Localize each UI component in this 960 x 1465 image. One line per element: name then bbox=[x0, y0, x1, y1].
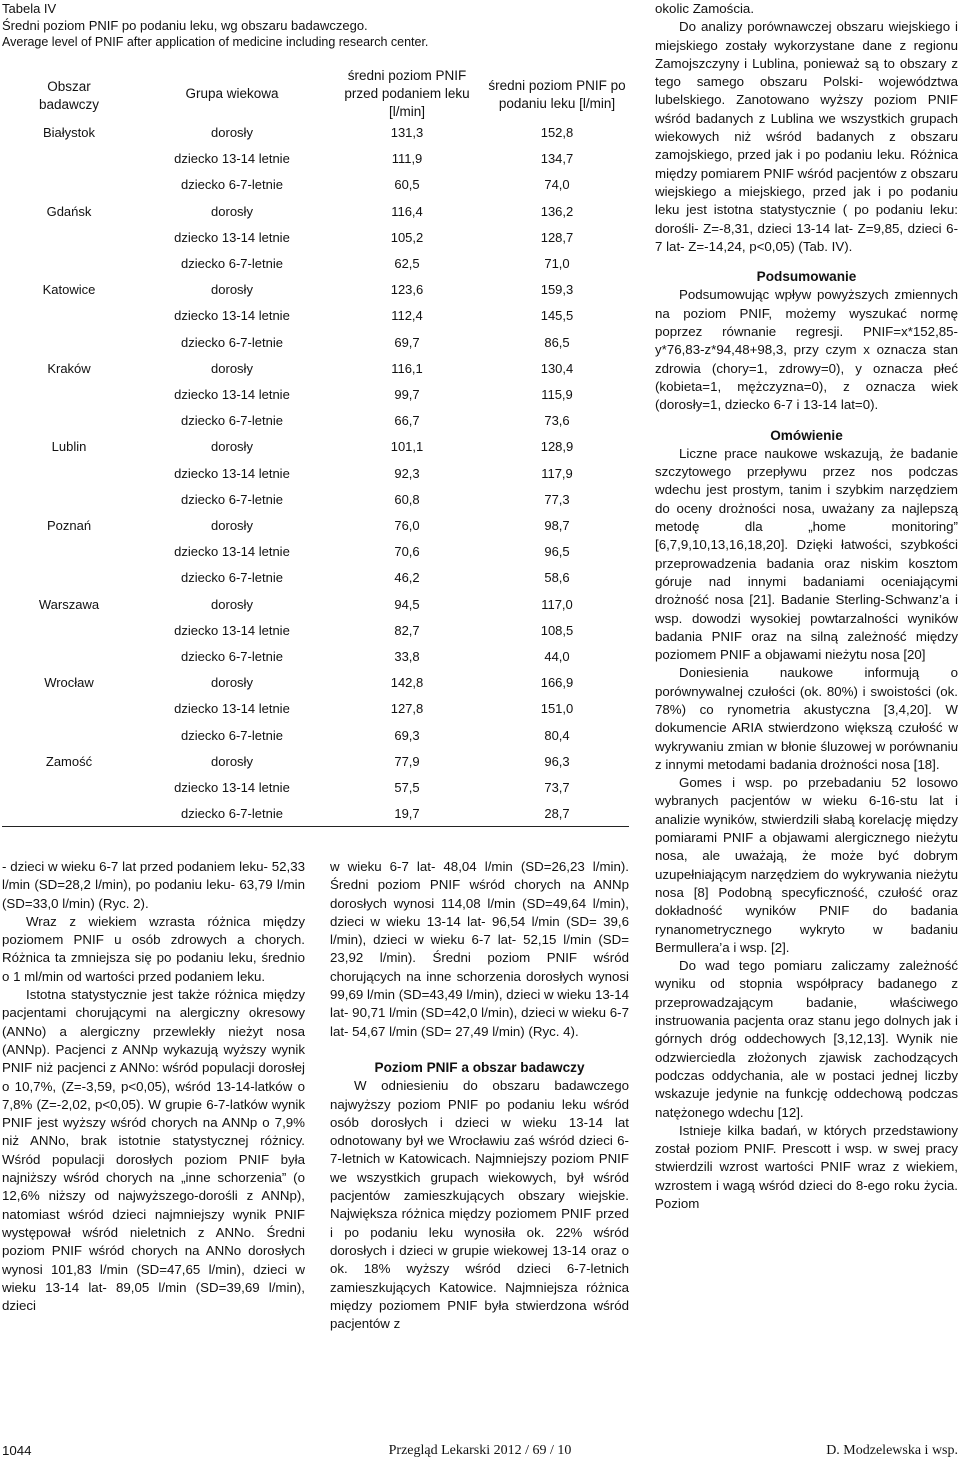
right-column bbox=[655, 0, 958, 1213]
cell-pnif-after: 117,9 bbox=[541, 465, 573, 481]
left-paragraph-2: Wraz z wiekiem wzrasta różnica między poziomem PNIF u osób zdrowych a chorych. Różnica ta zmniejsza się po podaniu leku, średnio o 1 ml/min od wartości przed podaniem leku. bbox=[2, 913, 305, 984]
cell-pnif-before: 69,7 bbox=[394, 334, 420, 350]
cell-pnif-before: 142,8 bbox=[390, 675, 424, 691]
cell-age-group: dziecko 6-7-letnie bbox=[181, 256, 283, 271]
cell-age-group: dziecko 6-7-letnie bbox=[181, 177, 283, 193]
table-row bbox=[2, 408, 629, 434]
cell-pnif-after: 151,0 bbox=[540, 701, 574, 717]
cell-age-group: dziecko 13-14 letnie bbox=[174, 151, 290, 167]
cell-age-group: dorosły bbox=[211, 596, 253, 612]
cell-pnif-after: 108,5 bbox=[540, 622, 574, 638]
section-heading-summary: Podsumowanie bbox=[756, 269, 857, 285]
cell-pnif-after: 128,7 bbox=[540, 229, 574, 245]
table-row bbox=[2, 723, 629, 749]
cell-age-group: dziecko 6-7-letnie bbox=[181, 806, 283, 822]
cell-pnif-before: 99,7 bbox=[394, 387, 420, 402]
left-column bbox=[2, 858, 305, 1315]
table-row bbox=[2, 303, 629, 329]
right-paragraph-5: Gomes i wsp. po przebadaniu 52 losowo wybranych pacjentów w wieku 6-16-stu lat i analizie wyników, stwierdzili słabą korelację między pomiarami PNIF a objawami alergicznego nieżytu nosa, ale uważają, że może być dobrym uzupełniającym narzędziem do wykrywania nieżytu nosa [8] Podobną specyficzność, czułość oraz dokładność wyników PNIF do badania rynanometrycznego wykryto w badaniu Bermullera’a i wsp. [2]. bbox=[655, 775, 958, 955]
cell-pnif-before: 33,8 bbox=[394, 649, 420, 664]
table-row bbox=[2, 670, 629, 696]
cell-age-group: dorosły bbox=[211, 439, 253, 455]
cell-pnif-after: 152,8 bbox=[540, 125, 574, 140]
middle-column bbox=[330, 858, 629, 1333]
right-paragraph-2: Podsumowując wpływ powyższych zmiennych na poziom PNIF, możemy wyszukać normę poprzez równanie regresji. PNIF=x*152,85-y*76,83-z*94,48+98,3, przy czym x oznacza stan zdrowia (chory=1, zdrowy=0), y oznacza płeć (kobieta=1, mężczyzna=0), z oznacza wiek (dorosły=1, dziecko 6-7 i 13-14 lat=0). bbox=[655, 287, 958, 413]
cell-age-group: dorosły bbox=[211, 360, 253, 376]
authors: D. Modzelewska i wsp. bbox=[826, 1443, 958, 1458]
cell-pnif-after: 134,7 bbox=[540, 151, 574, 167]
table-row bbox=[2, 146, 629, 172]
right-paragraph-3: Liczne prace naukowe wskazują, że badanie szczytowego przepływu przez nos podczas wdechu jest prostym, tanim i szybkim narzędziem do oceny drożności nosa, uważany za najlepszą metodę dla „home monitoring” [6,7,9,10,13,16,18,20]. Dzięki łatwości, szybkości przeprowadzenia badania oraz niskim kosztom góruje nad innymi badaniami oceniającymi drożność nosa [21]. Badanie Sterling-Schwanz’a i wsp. dowodzi wysokiej powtarzalności wyników badania PNIF oraz na silną zależność między poziomem PNIF a objawami nieżytu nosa [20] bbox=[655, 445, 958, 663]
cell-region: Katowice bbox=[42, 282, 96, 298]
table-row bbox=[2, 434, 629, 460]
section-heading-region: Poziom PNIF a obszar badawczy bbox=[374, 1059, 585, 1075]
cell-pnif-before: 76,0 bbox=[394, 518, 420, 533]
cell-pnif-before: 77,9 bbox=[394, 753, 420, 769]
cell-pnif-after: 96,3 bbox=[544, 753, 570, 769]
table-row bbox=[2, 225, 629, 251]
cell-pnif-after: 28,7 bbox=[544, 806, 570, 822]
cell-age-group: dziecko 6-7-letnie bbox=[181, 491, 283, 507]
left-paragraph-3: Istotna statystycznie jest także różnica między pacjentami chorującymi na alergiczny okresowy (ANNo) a alergiczny przewlekły nieżyt nosa (ANNp). Pacjenci z ANNp wykazują wyższy wynik PNIF niż pacjenci z ANNo: wśród populacji dorosłej o 10,7%, (Z=-3,59, p<0,05), wśród 13-14-latków o 7,8% (Z=-2,02, p<0,05). W grupie 6-7-latków wynik PNIF jest wyższy wśród chorych na ANNp o 7,9% niż ANNo, brak istotnie statystycznej różnicy. Wśród populacji dorosłych poziom PNIF była najniższy wśród chorych na „inne schorzenia” (o 12,6% niższy od najwyższego-dorośli z ANNp), natomiast wśród dzieci najmniejszy wynik PNIF występował wśród nieletnich z ANNo. Średni poziom PNIF wśród chorych na ANNo dorosłych wynosi 101,83 l/min (SD=47,65 l/min), dzieci w wieku 13-14 lat- 89,05 l/min (SD=39,69 l/min), dzieci bbox=[2, 987, 305, 1314]
cell-pnif-after: 128,9 bbox=[540, 439, 574, 455]
cell-region: Gdańsk bbox=[46, 203, 92, 219]
cell-pnif-before: 127,8 bbox=[390, 701, 424, 717]
cell-age-group: dziecko 6-7-letnie bbox=[181, 649, 283, 664]
cell-pnif-before: 46,2 bbox=[394, 570, 420, 586]
table-row bbox=[2, 618, 629, 644]
page-footer bbox=[0, 1437, 960, 1461]
header-pre: średni poziom PNIF przed podaniem leku [l/min] bbox=[344, 68, 470, 119]
cell-pnif-before: 19,7 bbox=[394, 806, 420, 822]
cell-age-group: dorosły bbox=[211, 125, 253, 140]
cell-region: Lublin bbox=[51, 439, 87, 455]
cell-region: Wrocław bbox=[44, 675, 94, 691]
cell-age-group: dziecko 13-14 letnie bbox=[174, 622, 290, 638]
cell-pnif-before: 101,1 bbox=[390, 439, 424, 455]
right-paragraph-4: Doniesienia naukowe informują o porównywalnej czułości (ok. 80%) i swoistości (ok. 78%) co rynometria akustyczna [3,4,20]. W dokumencie ARIA stwierdzono większą czułość w wykrywaniu zmian w błonie śluzowej w porównaniu z innymi metodami badania drożności nosa [18]. bbox=[655, 665, 958, 772]
right-paragraph-0: okolic Zamościa. bbox=[655, 1, 755, 16]
cell-pnif-after: 117,0 bbox=[541, 596, 573, 612]
cell-pnif-after: 145,5 bbox=[540, 308, 574, 324]
table-row bbox=[2, 801, 629, 827]
table-row bbox=[2, 277, 629, 303]
journal-name: Przegląd Lekarski 2012 / 69 / 10 bbox=[388, 1443, 572, 1458]
cell-age-group: dziecko 6-7-letnie bbox=[181, 334, 283, 350]
cell-pnif-after: 73,7 bbox=[544, 780, 570, 795]
section-heading-discussion: Omówienie bbox=[770, 427, 843, 443]
table-row bbox=[2, 172, 629, 198]
table-caption bbox=[2, 0, 622, 51]
cell-pnif-after: 58,6 bbox=[544, 570, 570, 586]
table-row bbox=[2, 592, 629, 618]
table-row bbox=[2, 696, 629, 722]
cell-pnif-after: 96,5 bbox=[544, 544, 570, 560]
cell-pnif-before: 70,6 bbox=[394, 544, 420, 560]
table-row bbox=[2, 356, 629, 382]
cell-pnif-after: 71,0 bbox=[544, 256, 570, 271]
cell-pnif-before: 60,5 bbox=[394, 177, 420, 193]
table-title-en: Average level of PNIF after application of medicine including research center. bbox=[2, 35, 429, 49]
middle-paragraph-1: w wieku 6-7 lat- 48,04 l/min (SD=26,23 l/min). Średni poziom PNIF wśród chorych na ANNp dorosłych wynosi 114,08 l/min (SD=49,64 l/min), dzieci w wieku 13-14 lat- 96,54 l/min (SD= 39,6 l/min), dzieci w wieku 6-7 lat- 52,15 l/min (SD= 23,92 l/min). Średni poziom PNIF wśród chorujących na inne schorzenia dorosłych wynosi 99,69 l/min (SD=43,49 l/min), dzieci w wieku 13-14 lat- 90,71 l/min (SD=42,0 l/min), dzieci w wieku 6-7 lat- 54,67 l/min (SD= 27,49 l/min) (Ryc. 4). bbox=[330, 859, 629, 1039]
right-paragraph-7: Istnieje kilka badań, w których przedstawiony został poziom PNIF. Prescott i wsp. w swej pracy stwierdzili wzrost wartości PNIF wraz z wiekiem, wzrostem i wagą wśród dzieci do 8-ego roku życia. Poziom bbox=[655, 1122, 958, 1211]
table-row bbox=[2, 749, 629, 775]
cell-region: Białystok bbox=[42, 125, 96, 140]
left-paragraph-1: - dzieci w wieku 6-7 lat przed podaniem leku- 52,33 l/min (SD=28,2 l/min), po podaniu leku- 63,79 l/min (SD=33,0 l/min) (Ryc. 2). bbox=[2, 859, 305, 911]
table-row bbox=[2, 382, 629, 408]
cell-pnif-after: 77,3 bbox=[544, 491, 570, 507]
table-row bbox=[2, 565, 629, 591]
page-number: 1044 bbox=[2, 1443, 32, 1458]
table-row bbox=[2, 487, 629, 513]
cell-age-group: dziecko 13-14 letnie bbox=[174, 387, 290, 402]
cell-pnif-before: 62,5 bbox=[394, 256, 420, 271]
cell-pnif-after: 74,0 bbox=[544, 177, 570, 193]
cell-age-group: dziecko 13-14 letnie bbox=[174, 308, 290, 324]
header-post: średni poziom PNIF po podaniu leku [l/min] bbox=[488, 78, 626, 111]
cell-pnif-after: 115,9 bbox=[541, 387, 573, 402]
table-row bbox=[2, 330, 629, 356]
cell-age-group: dziecko 13-14 letnie bbox=[174, 544, 290, 560]
cell-region: Kraków bbox=[47, 360, 91, 376]
cell-pnif-after: 166,9 bbox=[540, 675, 574, 691]
cell-region: Warszawa bbox=[38, 596, 100, 612]
table-row bbox=[2, 513, 629, 539]
right-paragraph-1: Do analizy porównawczej obszaru wiejskiego i miejskiego zostały wykorzystane dane z regionu Zamojszczyny i Lublina, ponieważ są to obszary z tego samego obszaru Polski- województwa lubelskiego. Zanotowano wyższy poziom PNIF wśród badanych z Lublina we wszystkich grupach wiekowych niż wśród badanych z obszaru zamojskiego, przed jak i po podaniu leku. Różnica między pomiarem PNIF wśród pacjentów z obszaru wiejskiego a miejskiego, przed jak i po podaniu leku jest istotna statystycznie ( po podaniu leku: dorośli- Z=-8,31, dzieci 13-14 lat- Z=9,85, dzieci 6-7 lat- Z=-14,24, p<0,05) (Tab. IV). bbox=[655, 19, 958, 254]
cell-age-group: dorosły bbox=[211, 753, 253, 769]
table-row bbox=[2, 775, 629, 801]
table-row bbox=[2, 120, 629, 146]
header-group: Grupa wiekowa bbox=[185, 86, 279, 101]
cell-pnif-before: 123,6 bbox=[390, 282, 424, 298]
cell-pnif-before: 92,3 bbox=[394, 465, 420, 481]
cell-pnif-after: 136,2 bbox=[540, 203, 574, 219]
cell-pnif-before: 69,3 bbox=[394, 727, 420, 743]
cell-pnif-before: 131,3 bbox=[390, 125, 424, 140]
header-region: Obszar badawczy bbox=[38, 79, 100, 112]
table-row bbox=[2, 461, 629, 487]
pnif-table bbox=[2, 58, 629, 827]
cell-age-group: dziecko 13-14 letnie bbox=[174, 780, 290, 795]
cell-pnif-after: 98,7 bbox=[544, 518, 570, 533]
cell-pnif-before: 57,5 bbox=[394, 780, 420, 795]
cell-pnif-before: 112,4 bbox=[391, 308, 423, 324]
cell-pnif-after: 159,3 bbox=[540, 282, 574, 298]
cell-age-group: dorosły bbox=[211, 518, 253, 533]
cell-pnif-before: 94,5 bbox=[394, 596, 420, 612]
middle-paragraph-2: W odniesieniu do obszaru badawczego najwyższy poziom PNIF po podaniu leku wśród osób dorosłych i dzieci w wieku 13-14 lat odnotowany był we Wrocławiu zaś wśród dzieci 6-7-letnich w Katowicach. Najmniejszy poziom PNIF we wszystkich grupach wiekowych, był wśród pacjentów zamieszkujących obszary wiejskie. Największa różnica między poziomem PNIF przed i po podaniu leku wynosiła ok. 22% wśród dorosłych i dzieci w grupie wiekowej 13-14 oraz o ok. 18% wyższy wśród dzieci 6-7-letnich zamieszkujących Katowice. Najmniejsza różnica między poziomem PNIF była stwierdzona wśród pacjentów z bbox=[330, 1078, 629, 1332]
right-paragraph-6: Do wad tego pomiaru zaliczamy zależność wyniku od stopnia współpracy badanego z przeprowadzającym badanie, właściwego instruowania pacjenta oraz stanu jego dolnych jak i górnych dróg oddechowych [3,12,13]. Wynik nie odzwierciedla złożonych zjawisk zachodzących podczas oddychania, ale w postaci jednej liczby wskazuje jedynie na funkcję oddechową podczas natężonego wdechu [12]. bbox=[655, 958, 958, 1120]
cell-pnif-after: 130,4 bbox=[540, 360, 574, 376]
table-label: Tabela IV bbox=[2, 1, 57, 16]
cell-age-group: dorosły bbox=[211, 203, 253, 219]
cell-age-group: dziecko 13-14 letnie bbox=[174, 465, 290, 481]
cell-age-group: dorosły bbox=[211, 675, 253, 691]
cell-pnif-after: 80,4 bbox=[544, 727, 570, 743]
table-row bbox=[2, 644, 629, 670]
cell-pnif-before: 82,7 bbox=[394, 622, 420, 638]
cell-pnif-before: 105,2 bbox=[390, 229, 424, 245]
cell-age-group: dziecko 6-7-letnie bbox=[181, 413, 283, 429]
cell-region: Poznań bbox=[46, 518, 92, 533]
cell-pnif-before: 66,7 bbox=[394, 413, 420, 429]
cell-pnif-before: 60,8 bbox=[394, 491, 420, 507]
cell-age-group: dziecko 6-7-letnie bbox=[181, 570, 283, 586]
table-title-pl: Średni poziom PNIF po podaniu leku, wg obszaru badawczego. bbox=[2, 18, 368, 33]
cell-pnif-after: 73,6 bbox=[544, 413, 570, 429]
table-row bbox=[2, 251, 629, 277]
cell-pnif-before: 111,9 bbox=[391, 151, 423, 167]
cell-age-group: dorosły bbox=[211, 282, 253, 298]
cell-pnif-after: 44,0 bbox=[544, 649, 570, 664]
cell-age-group: dziecko 6-7-letnie bbox=[181, 727, 283, 743]
cell-pnif-after: 86,5 bbox=[544, 334, 570, 350]
cell-pnif-before: 116,1 bbox=[391, 360, 423, 376]
cell-pnif-before: 116,4 bbox=[391, 203, 423, 219]
cell-region: Zamość bbox=[45, 753, 93, 769]
table-row bbox=[2, 199, 629, 225]
cell-age-group: dziecko 13-14 letnie bbox=[174, 229, 290, 245]
cell-age-group: dziecko 13-14 letnie bbox=[174, 701, 290, 717]
table-row bbox=[2, 539, 629, 565]
